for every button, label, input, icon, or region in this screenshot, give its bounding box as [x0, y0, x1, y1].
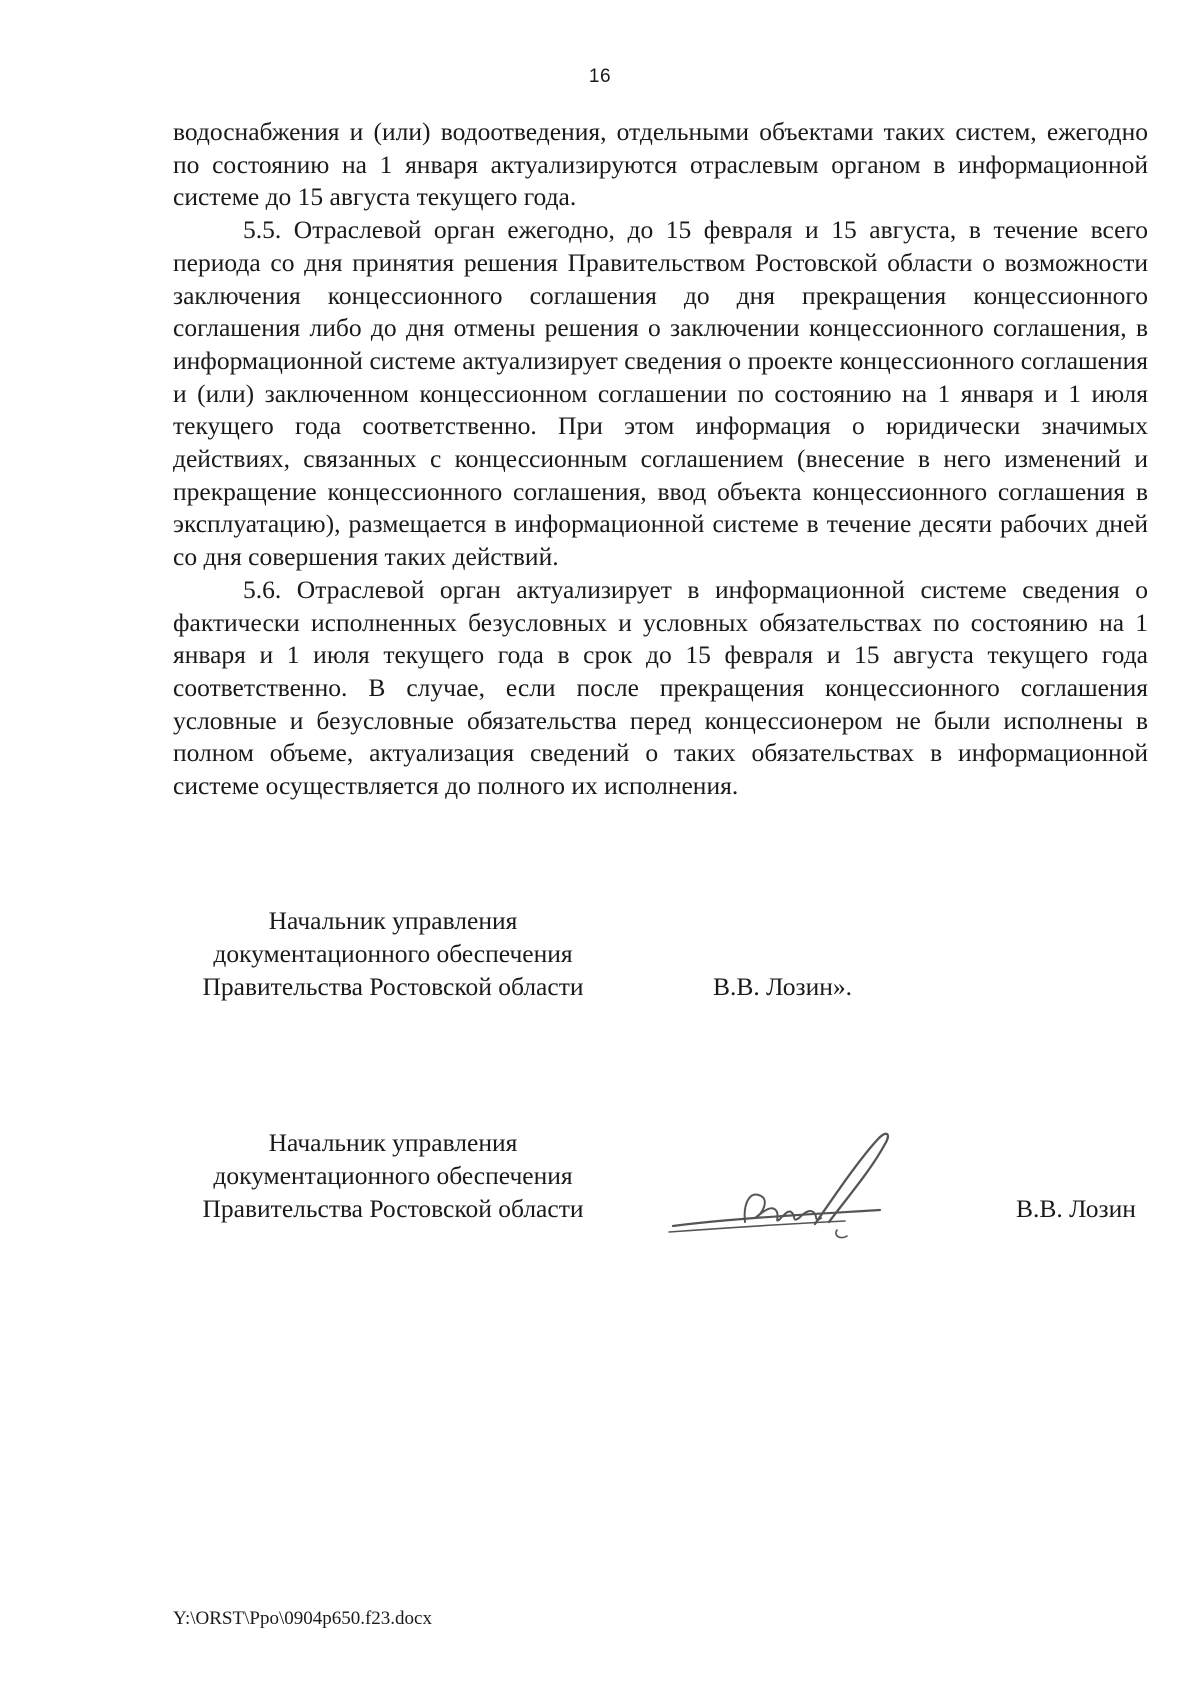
paragraph-5-6: 5.6. Отраслевой орган актуализирует в информационной системе сведения о фактически исполненных безусловных и условных обязательствах по состоянию на 1 января и 1 июля текущего года в срок до 15 февраля и 15 августа текущего года соответственно. В случае, если после прекращения концессионного соглашения условные и безусловные обязательства перед концессионером не были исполнены в полном объеме, актуализация сведений о таких обязательствах в информационной системе осуществляется до полного их исполнения.: [173, 574, 1148, 801]
handwritten-signature: [665, 1118, 965, 1248]
paragraph-continuation: водоснабжения и (или) водоотведения, отдельными объектами таких систем, ежегодно по состоянию на 1 января актуализируются отраслевым органом в информационной системе до 15 августа текущего года.: [173, 117, 1148, 212]
document-body: [173, 116, 1148, 803]
signer-title-line-3: Правительства Ростовской области: [202, 972, 584, 1001]
signer-title-line-1: Начальник управления: [268, 1128, 518, 1157]
signer-name: В.В. Лозин».: [713, 972, 853, 1001]
paragraph-5-5: 5.5. Отраслевой орган ежегодно, до 15 февраля и 15 августа, в течение всего периода со дня принятия решения Правительством Ростовской области о возможности заключения концессионного соглашения до дня прекращения концессионного соглашения либо до дня отмены решения о заключении концессионного соглашения, в информационной системе актуализирует сведения о проекте концессионного соглашения и (или) заключенном концессионном соглашении по состоянию на 1 января и 1 июля текущего года соответственно. При этом информация о юридически значимых действиях, связанных с концессионным соглашением (внесение в него изменений и прекращение концессионного соглашения, ввод объекта концессионного соглашения в эксплуатацию), размещается в информационной системе в течение десяти рабочих дней со дня совершения таких действий.: [173, 215, 1148, 572]
signer-title-line-2: документационного обеспечения: [213, 939, 573, 968]
footer-file-path: Y:\ORST\Ppo\0904p650.f23.docx: [173, 1608, 432, 1629]
signer-name: В.В. Лозин: [1016, 1194, 1136, 1223]
signer-title-line-2: документационного обеспечения: [213, 1161, 573, 1190]
signer-title-line-3: Правительства Ростовской области: [202, 1194, 584, 1223]
page-number: 16: [588, 66, 612, 87]
signer-title-line-1: Начальник управления: [268, 906, 518, 935]
